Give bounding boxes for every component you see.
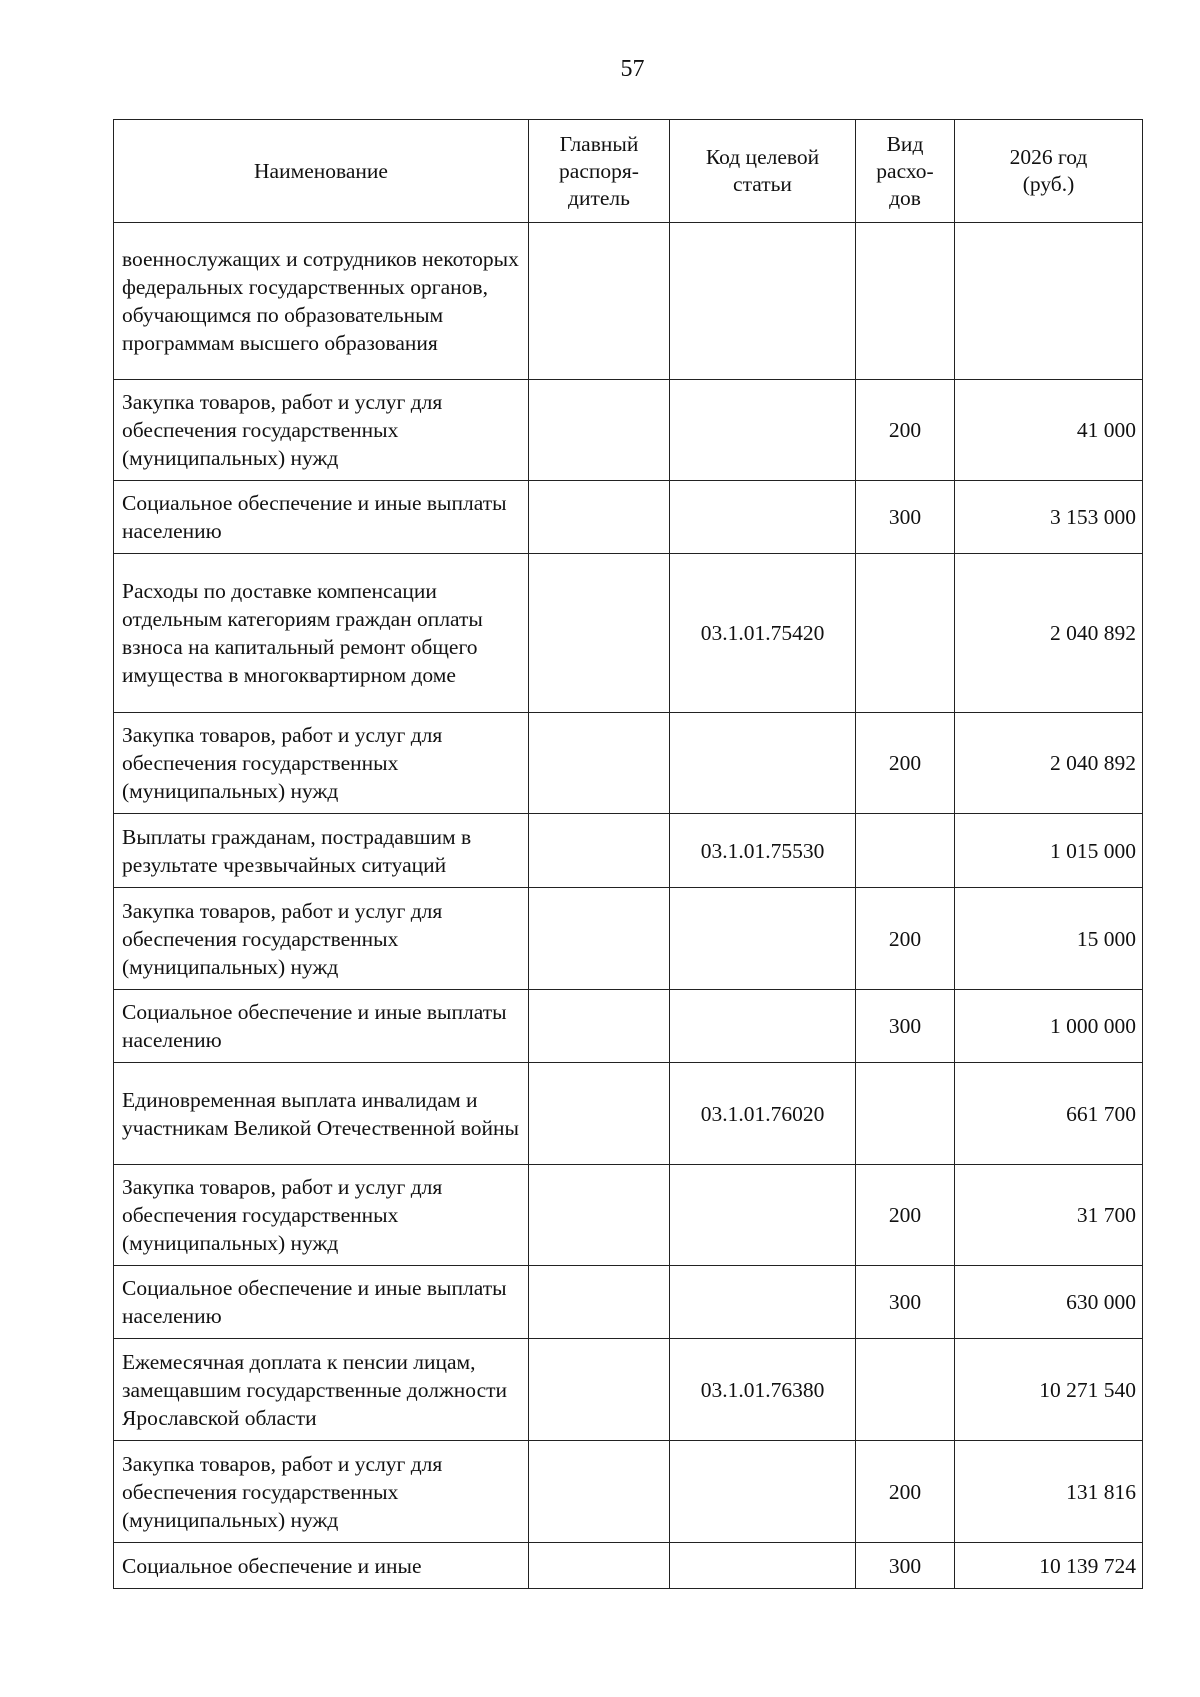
row-name: Ежемесячная доплата к пенсии лицам, замещавшим государственные должности Ярославской области — [114, 1339, 529, 1441]
row-manager — [529, 1165, 670, 1266]
row-kind — [856, 554, 955, 713]
row-code — [670, 1441, 856, 1543]
row-kind: 200 — [856, 1441, 955, 1543]
header-name-text: Наименование — [254, 158, 388, 183]
row-name: Выплаты гражданам, пострадавшим в результате чрезвычайных ситуаций — [114, 814, 529, 888]
row-kind: 200 — [856, 380, 955, 481]
row-kind: 300 — [856, 1543, 955, 1589]
row-kind — [856, 1063, 955, 1165]
row-kind — [856, 814, 955, 888]
row-code — [670, 990, 856, 1063]
row-name: Социальное обеспечение и иные выплаты населению — [114, 481, 529, 554]
row-manager — [529, 1339, 670, 1441]
row-name: Закупка товаров, работ и услуг для обеспечения государственных (муниципальных) нужд — [114, 888, 529, 990]
row-amount: 131 816 — [955, 1441, 1143, 1543]
table-row — [114, 223, 1143, 380]
row-kind: 200 — [856, 888, 955, 990]
page-number: 57 — [620, 56, 645, 82]
row-manager — [529, 814, 670, 888]
row-code — [670, 1165, 856, 1266]
row-code: 03.1.01.75530 — [670, 814, 856, 888]
row-code — [670, 713, 856, 814]
row-name: Социальное обеспечение и иные выплаты населению — [114, 1266, 529, 1339]
row-manager — [529, 1543, 670, 1589]
row-manager — [529, 1063, 670, 1165]
table-row — [114, 713, 1143, 814]
row-kind — [856, 1339, 955, 1441]
row-amount: 2 040 892 — [955, 713, 1143, 814]
header-row — [114, 120, 1143, 223]
header-year: 2026 год (руб.) — [955, 120, 1143, 223]
row-amount: 41 000 — [955, 380, 1143, 481]
row-code: 03.1.01.76380 — [670, 1339, 856, 1441]
row-amount: 661 700 — [955, 1063, 1143, 1165]
row-manager — [529, 481, 670, 554]
row-name: Расходы по доставке компенсации отдельным категориям граждан оплаты взноса на капитальный ремонт общего имущества в многоквартирном доме — [114, 554, 529, 713]
row-amount: 10 271 540 — [955, 1339, 1143, 1441]
header-name — [114, 120, 529, 223]
table-row — [114, 1063, 1143, 1165]
table-row — [114, 1165, 1143, 1266]
row-code — [670, 481, 856, 554]
row-kind: 200 — [856, 713, 955, 814]
table-row — [114, 1441, 1143, 1543]
row-name: военнослужащих и сотрудников некоторых федеральных государственных органов, обучающимся по образовательным программам высшего образования — [114, 223, 529, 380]
row-manager — [529, 888, 670, 990]
table-row — [114, 554, 1143, 713]
row-code — [670, 1543, 856, 1589]
row-code — [670, 380, 856, 481]
row-amount — [955, 223, 1143, 380]
row-code — [670, 223, 856, 380]
row-code — [670, 888, 856, 990]
table-row — [114, 380, 1143, 481]
row-amount: 31 700 — [955, 1165, 1143, 1266]
table-row — [114, 481, 1143, 554]
header-main-manager: Главный распоря- дитель — [529, 120, 670, 223]
row-manager — [529, 1266, 670, 1339]
row-name: Закупка товаров, работ и услуг для обеспечения государственных (муниципальных) нужд — [114, 380, 529, 481]
row-manager — [529, 1441, 670, 1543]
row-manager — [529, 223, 670, 380]
header-expense-kind: Вид расхо- дов — [856, 120, 955, 223]
table-row — [114, 888, 1143, 990]
row-name: Закупка товаров, работ и услуг для обеспечения государственных (муниципальных) нужд — [114, 713, 529, 814]
row-name: Социальное обеспечение и иные — [114, 1543, 529, 1589]
header-target-code: Код целевой статьи — [670, 120, 856, 223]
row-name: Закупка товаров, работ и услуг для обеспечения государственных (муниципальных) нужд — [114, 1441, 529, 1543]
row-manager — [529, 713, 670, 814]
row-amount: 630 000 — [955, 1266, 1143, 1339]
row-amount: 3 153 000 — [955, 481, 1143, 554]
row-code: 03.1.01.76020 — [670, 1063, 856, 1165]
row-kind: 300 — [856, 990, 955, 1063]
row-code — [670, 1266, 856, 1339]
row-manager — [529, 380, 670, 481]
row-kind — [856, 223, 955, 380]
table-row — [114, 990, 1143, 1063]
row-amount: 10 139 724 — [955, 1543, 1143, 1589]
row-name: Единовременная выплата инвалидам и участникам Великой Отечественной войны — [114, 1063, 529, 1165]
row-amount: 1 000 000 — [955, 990, 1143, 1063]
row-amount: 15 000 — [955, 888, 1143, 990]
row-manager — [529, 554, 670, 713]
table-row — [114, 1266, 1143, 1339]
row-kind: 300 — [856, 481, 955, 554]
budget-table — [113, 119, 1143, 1589]
table-row — [114, 1339, 1143, 1441]
row-code: 03.1.01.75420 — [670, 554, 856, 713]
row-manager — [529, 990, 670, 1063]
row-kind: 300 — [856, 1266, 955, 1339]
row-name: Социальное обеспечение и иные выплаты населению — [114, 990, 529, 1063]
table-row — [114, 814, 1143, 888]
row-kind: 200 — [856, 1165, 955, 1266]
row-amount: 1 015 000 — [955, 814, 1143, 888]
row-amount: 2 040 892 — [955, 554, 1143, 713]
row-name: Закупка товаров, работ и услуг для обеспечения государственных (муниципальных) нужд — [114, 1165, 529, 1266]
table-row — [114, 1543, 1143, 1589]
